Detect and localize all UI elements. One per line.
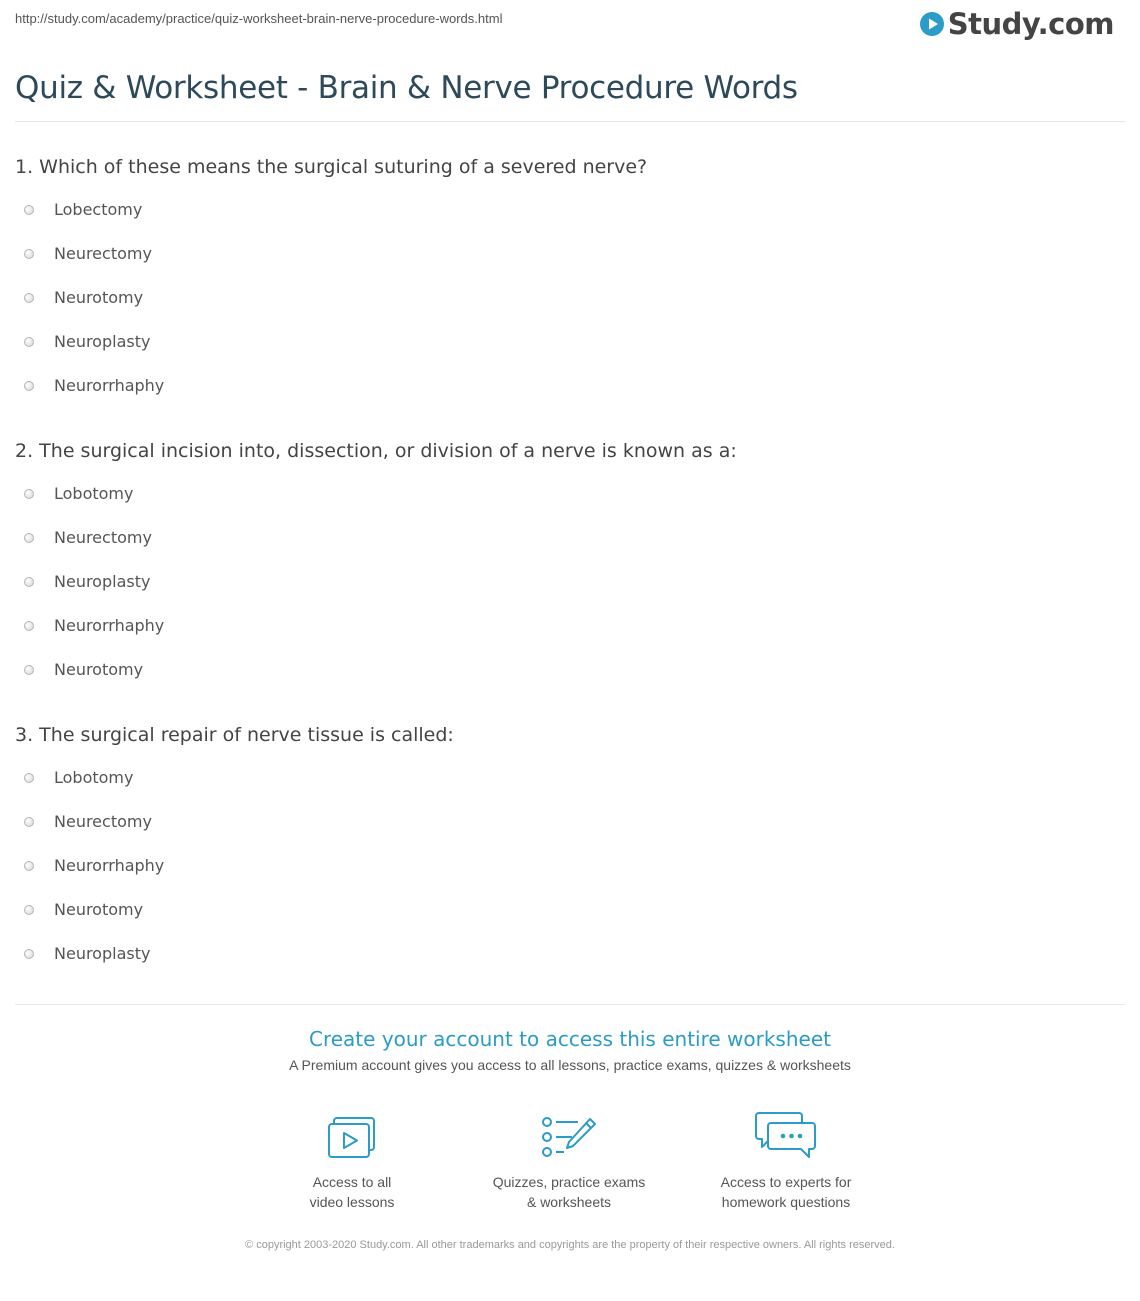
choice-label: Neuroplasty: [54, 332, 151, 351]
feature-video-lessons: [252, 1108, 452, 1212]
question-3: [15, 722, 1125, 976]
radio-button[interactable]: [24, 205, 34, 215]
radio-button[interactable]: [24, 861, 34, 871]
choice-label: Neurorrhaphy: [54, 616, 165, 635]
radio-button[interactable]: [24, 665, 34, 675]
premium-description: A Premium account gives you access to all lessons, practice exams, quizzes & worksheets: [289, 1057, 851, 1073]
choice-option[interactable]: [15, 276, 1125, 320]
play-logo-icon: [919, 11, 945, 37]
choice-option[interactable]: [15, 844, 1125, 888]
radio-button[interactable]: [24, 621, 34, 631]
choice-option[interactable]: [15, 364, 1125, 408]
choice-label: Neurotomy: [54, 288, 144, 307]
choice-label: Neurorrhaphy: [54, 376, 165, 395]
video-lesson-icon: [326, 1116, 378, 1160]
choice-option[interactable]: [15, 604, 1125, 648]
feature-text: Quizzes, practice exams & worksheets: [492, 1174, 646, 1210]
feature-experts: [686, 1108, 886, 1212]
choice-option[interactable]: [15, 648, 1125, 692]
choice-option[interactable]: [15, 516, 1125, 560]
feature-text: Access to all video lessons: [309, 1174, 395, 1210]
choice-label: Lobotomy: [54, 484, 134, 503]
radio-button[interactable]: [24, 249, 34, 259]
radio-button[interactable]: [24, 773, 34, 783]
radio-button[interactable]: [24, 337, 34, 347]
choice-label: Neurorrhaphy: [54, 856, 165, 875]
quiz-checklist-icon: [540, 1116, 598, 1160]
question-text: 3. The surgical repair of nerve tissue is called:: [15, 724, 454, 746]
radio-button[interactable]: [24, 489, 34, 499]
choice-list: [15, 472, 1125, 692]
radio-button[interactable]: [24, 381, 34, 391]
chat-bubbles-icon: [754, 1110, 818, 1160]
choice-label: Neuroplasty: [54, 944, 151, 963]
choice-label: Neurectomy: [54, 812, 152, 831]
title-divider: [15, 121, 1125, 122]
choice-label: Neurotomy: [54, 660, 144, 679]
choice-option[interactable]: [15, 560, 1125, 604]
copyright-footer: © copyright 2003-2020 Study.com. All other trademarks and copyrights are the property of their respective owners. All rights reserved.: [245, 1239, 895, 1251]
radio-button[interactable]: [24, 577, 34, 587]
choice-label: Lobectomy: [54, 200, 143, 219]
radio-button[interactable]: [24, 817, 34, 827]
logo-text: Study.com: [947, 7, 1114, 41]
feature-quizzes: [469, 1108, 669, 1212]
choice-list: [15, 188, 1125, 408]
page-url: http://study.com/academy/practice/quiz-worksheet-brain-nerve-procedure-words.html: [15, 11, 503, 26]
choice-list: [15, 756, 1125, 976]
radio-button[interactable]: [24, 533, 34, 543]
choice-option[interactable]: [15, 232, 1125, 276]
choice-label: Neuroplasty: [54, 572, 151, 591]
cta-divider: [15, 1004, 1125, 1005]
choice-option[interactable]: [15, 800, 1125, 844]
create-account-link[interactable]: Create your account to access this entire worksheet: [309, 1027, 831, 1051]
choice-label: Neurotomy: [54, 900, 144, 919]
choice-label: Neurectomy: [54, 244, 152, 263]
choice-option[interactable]: [15, 188, 1125, 232]
choice-option[interactable]: [15, 888, 1125, 932]
radio-button[interactable]: [24, 293, 34, 303]
question-text: 2. The surgical incision into, dissection, or division of a nerve is known as a:: [15, 440, 737, 462]
study-logo[interactable]: [919, 6, 1114, 42]
choice-option[interactable]: [15, 320, 1125, 364]
choice-label: Lobotomy: [54, 768, 134, 787]
choice-option[interactable]: [15, 472, 1125, 516]
page-title: Quiz & Worksheet - Brain & Nerve Procedure Words: [15, 70, 798, 106]
radio-button[interactable]: [24, 905, 34, 915]
choice-label: Neurectomy: [54, 528, 152, 547]
question-2: [15, 438, 1125, 692]
feature-text: Access to experts for homework questions: [720, 1174, 852, 1210]
question-text: 1. Which of these means the surgical suturing of a severed nerve?: [15, 156, 648, 178]
radio-button[interactable]: [24, 949, 34, 959]
choice-option[interactable]: [15, 932, 1125, 976]
choice-option[interactable]: [15, 756, 1125, 800]
question-1: [15, 154, 1125, 408]
